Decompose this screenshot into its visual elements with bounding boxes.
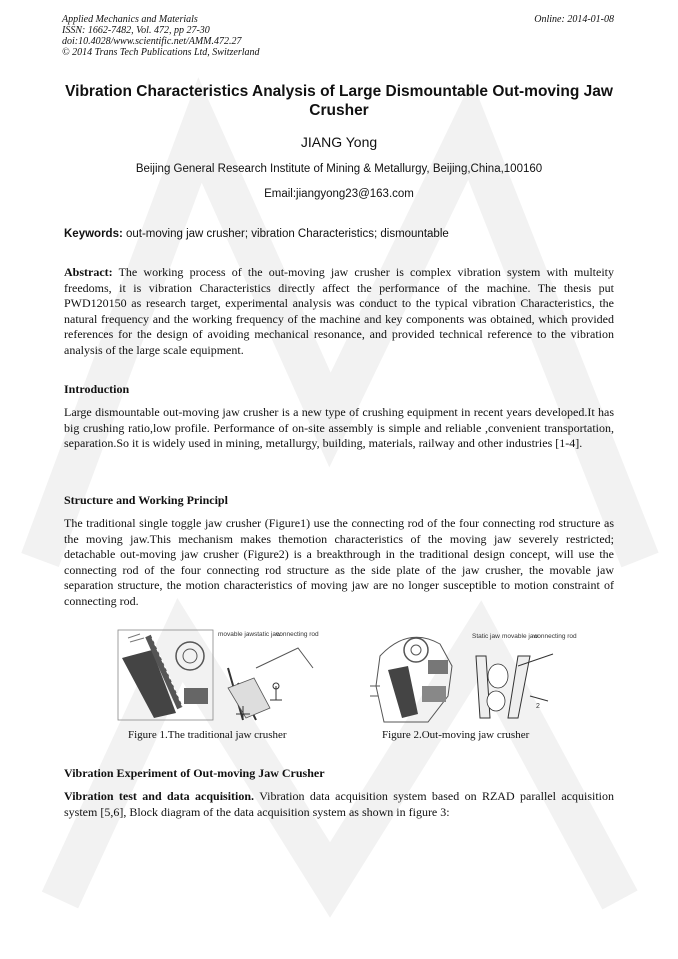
issn: ISSN: 1662-7482, Vol. 472, pp 27-30: [62, 25, 210, 36]
structure-heading: Structure and Working Principl: [64, 493, 228, 507]
journal-name: Applied Mechanics and Materials: [62, 14, 198, 25]
figure-2-out-moving-jaw-crusher: [368, 626, 577, 724]
abstract-label: Abstract:: [64, 265, 113, 279]
structure-text: The traditional single toggle jaw crusher (Figure1) use the connecting rod of the four connecting rod structure as the moving jaw.This mechanism makes themotion characteristics of the moving jaw severely restricted; detachable out-moving jaw crusher (Figure2) is a breakthrough in the traditional design concept, will use the connecting rod of the four connecting rod structure as the side plate of the jaw crusher, the movable jaw separation structure, the motion characteristics of moving jaw are no longer susceptible to motion constraint of connecting rod.: [64, 516, 614, 608]
figure-1-label-static-jaw: static jaw: [254, 631, 281, 638]
doi: doi:10.4028/www.scientific.net/AMM.472.27: [62, 36, 242, 47]
vibration-subheading: Vibration test and data acquisition.: [64, 789, 255, 803]
figure-1-caption: Figure 1.The traditional jaw crusher: [128, 729, 287, 741]
figure-1-drawing: [118, 628, 324, 724]
figure-2-caption: Figure 2.Out-moving jaw crusher: [382, 729, 530, 741]
author-email: Email:jiangyong23@163.com: [264, 188, 414, 200]
figure-1-label-movable-jaw: movable jaw: [218, 631, 255, 638]
figure-2-drawing: [368, 626, 577, 724]
vibration-text: [64, 789, 614, 820]
online-date: Online: 2014-01-08: [534, 14, 614, 25]
figure-1-traditional-jaw-crusher: [118, 628, 324, 724]
journal-header: [62, 14, 260, 58]
figure-1-label-connecting-rod: connecting rod: [276, 631, 319, 638]
vibration-heading: Vibration Experiment of Out-moving Jaw Crusher: [64, 766, 325, 780]
author-name: JIANG Yong: [300, 134, 378, 150]
figure-2-label-2: 2: [536, 703, 540, 710]
introduction-text: Large dismountable out-moving jaw crusher is a new type of crushing equipment in recent years developed.It has big crushing ratio,low profile. Performance of on-site assembly is simple and reliable ,convenient transportation, separation.So it is widely used in mining, metallurgy, building, materials, railway and other industries [1-4].: [64, 405, 614, 451]
figure-2-label-connecting-rod: connecting rod: [534, 633, 577, 640]
vibration-body: Vibration data acquisition system based on RZAD parallel acquisition system [5,6], Block diagram of the data acquisition system as shown in figure 3:: [64, 789, 614, 819]
copyright: © 2014 Trans Tech Publications Ltd, Switzerland: [62, 47, 260, 58]
abstract: [64, 265, 614, 359]
introduction-heading: Introduction: [64, 382, 130, 396]
affiliation: Beijing General Research Institute of Mining & Metallurgy, Beijing,China,100160: [135, 163, 543, 175]
paper-title: Vibration Characteristics Analysis of Large Dismountable Out-moving Jaw Crusher: [65, 83, 613, 119]
keywords-text: out-moving jaw crusher; vibration Characteristics; dismountable: [122, 228, 449, 240]
keywords: [64, 228, 449, 240]
figure-2-label-static-jaw: Static jaw: [472, 633, 500, 640]
keywords-label: Keywords:: [64, 228, 123, 240]
figure-2-label-movable-jaw: movable jaw: [502, 633, 539, 640]
abstract-text: The working process of the out-moving jaw crusher is complex vibration system with multeity freedoms, it is vibration Characteristics directly affect the performance of the machine. The thesis put PWD120150 as research target, experimental analysis was conduct to the typical vibration Characteristics, the natural frequency and the working frequency of the machine and key components was obtained, which provided references for the design of avoiding mechanical resonance, and provided technical reference to the vibration analysis of the large scale equipment.: [64, 265, 614, 357]
